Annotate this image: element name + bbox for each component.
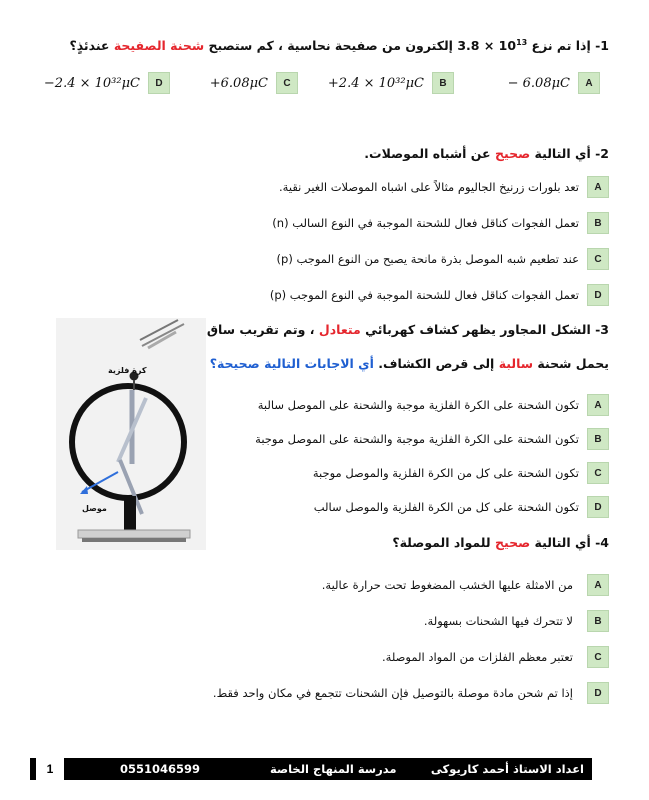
q2-option-d-text: تعمل الفجوات كناقل فعال للشحنة الموجبة في النوع الموجب (p)	[269, 288, 579, 302]
q2-option-b-text: تعمل الفجوات كناقل فعال للشحنة الموجبة في النوع السالب (n)	[272, 216, 579, 230]
q1-suffix: عندئذٍ؟	[69, 38, 114, 54]
q3-option-c[interactable]	[313, 462, 609, 484]
q2-suffix: عن أشباه الموصلات.	[364, 146, 495, 161]
q2-option-d-letter: D	[587, 284, 609, 306]
q1-option-d-value: −2.4 × 10³²μC	[43, 75, 140, 91]
q4-option-c-text: تعتبر معظم الفلزات من المواد الموصلة.	[382, 650, 573, 664]
electroscope-base	[78, 530, 190, 538]
q4-option-a-letter: A	[587, 574, 609, 596]
q3-line2-mid: إلى قرص الكشاف.	[373, 356, 499, 371]
q4-option-c[interactable]	[382, 646, 609, 668]
q3-option-d[interactable]	[314, 496, 609, 518]
q3-option-b[interactable]	[255, 428, 609, 450]
question-1	[69, 38, 609, 53]
q2-option-b-letter: B	[587, 212, 609, 234]
q2-option-a[interactable]	[279, 176, 609, 198]
q2-highlight: صحيح	[494, 146, 531, 161]
q4-option-b[interactable]	[424, 610, 609, 632]
q1-highlight: شحنة الصفيحة	[113, 38, 205, 54]
q4-option-b-letter: B	[587, 610, 609, 632]
question-4	[392, 535, 609, 550]
q3-line1-prefix: 3- الشكل المجاور يظهر كشاف كهربائي	[360, 322, 609, 337]
q3-option-b-letter: B	[587, 428, 609, 450]
question-3-line-2	[210, 356, 609, 371]
q3-option-a[interactable]	[258, 394, 609, 416]
q4-option-b-text: لا تتحرك فيها الشحنات بسهولة.	[423, 614, 573, 628]
q4-option-d-text: إذا تم شحن مادة موصلة بالتوصيل فإن الشحنات تتجمع في مكان واحد فقط.	[212, 686, 573, 700]
q2-prefix: 2- أي التالية	[530, 146, 609, 161]
q1-option-a-value: − 6.08μC	[507, 75, 570, 91]
q3-option-b-text: تكون الشحنة على الكرة الفلزية موجبة والشحنة على الموصل موجبة	[255, 432, 579, 446]
sphere-label: كرة فلزية	[108, 366, 147, 375]
q3-option-d-letter: D	[587, 496, 609, 518]
page-number: 1	[36, 758, 64, 780]
q4-option-a[interactable]	[322, 574, 609, 596]
q1-option-b-letter: B	[432, 72, 454, 94]
footer-bar	[30, 758, 592, 780]
q1-mid: × 3.8 إلكترون من صفيحة نحاسية ، كم ستصبح	[204, 38, 499, 54]
q4-highlight: صحيح	[494, 535, 531, 550]
q4-suffix: للمواد الموصلة؟	[392, 535, 495, 550]
q2-option-d[interactable]	[270, 284, 609, 306]
q3-line2-blue: أي الاجابات التالية صحيحة؟	[209, 356, 374, 371]
q1-option-c[interactable]	[210, 72, 298, 94]
question-2	[364, 146, 609, 161]
q4-option-c-letter: C	[587, 646, 609, 668]
q1-option-a[interactable]	[508, 72, 600, 94]
q3-option-a-letter: A	[587, 394, 609, 416]
q2-option-c-text: عند تطعيم شبه الموصل بذرة مانحة يصبح من النوع الموجب (p)	[276, 252, 579, 266]
q1-option-a-letter: A	[578, 72, 600, 94]
q3-line1-suffix: ، وتم تقريب ساق	[206, 322, 319, 337]
q4-option-d-letter: D	[587, 682, 609, 704]
footer-author: اعداد الاستاذ أحمد كاريوكى	[430, 762, 584, 776]
electroscope-figure	[56, 318, 206, 550]
electroscope-stand	[124, 496, 136, 530]
q2-option-a-text: تعد بلورات زرنيخ الجاليوم مثالاً على اشباه الموصلات الغير نقية.	[279, 180, 579, 194]
q1-option-b-value: +2.4 × 10³²μC	[327, 75, 424, 91]
q3-line2-prefix: يحمل شحنة	[533, 356, 609, 371]
q3-option-a-text: تكون الشحنة على الكرة الفلزية موجبة والشحنة على الموصل سالبة	[257, 398, 579, 412]
conductor-label: موصل	[82, 504, 107, 513]
q1-exponent: 13	[516, 38, 528, 47]
question-3-line-1	[207, 322, 609, 337]
q1-options	[22, 72, 600, 100]
q3-line2-highlight: سالبة	[498, 356, 534, 371]
q1-option-d[interactable]	[44, 72, 170, 94]
q2-option-c-letter: C	[587, 248, 609, 270]
q1-option-b[interactable]	[328, 72, 454, 94]
q3-option-d-text: تكون الشحنة على كل من الكرة الفلزية والموصل سالب	[313, 500, 579, 514]
q1-prefix: 1- إذا تم نزع 10	[498, 38, 609, 54]
footer-school: مدرسة المنهاج الخاصة	[270, 762, 397, 776]
q1-option-c-value: +6.08μC	[209, 75, 268, 91]
q2-option-a-letter: A	[587, 176, 609, 198]
electroscope-illustration	[56, 318, 206, 550]
q4-option-a-text: من الامثلة عليها الخشب المضغوط تحت حرارة عالية.	[321, 578, 573, 592]
q3-option-c-text: تكون الشحنة على كل من الكرة الفلزية والموصل موجبة	[312, 466, 579, 480]
q1-option-c-letter: C	[276, 72, 298, 94]
q4-prefix: 4- أي التالية	[530, 535, 609, 550]
q4-option-d[interactable]	[213, 682, 609, 704]
q3-option-c-letter: C	[587, 462, 609, 484]
q2-option-c[interactable]	[277, 248, 609, 270]
footer-phone: 0551046599	[120, 762, 201, 776]
q1-option-d-letter: D	[148, 72, 170, 94]
q3-line1-highlight: متعادل	[318, 322, 361, 337]
q2-option-b[interactable]	[272, 212, 609, 234]
